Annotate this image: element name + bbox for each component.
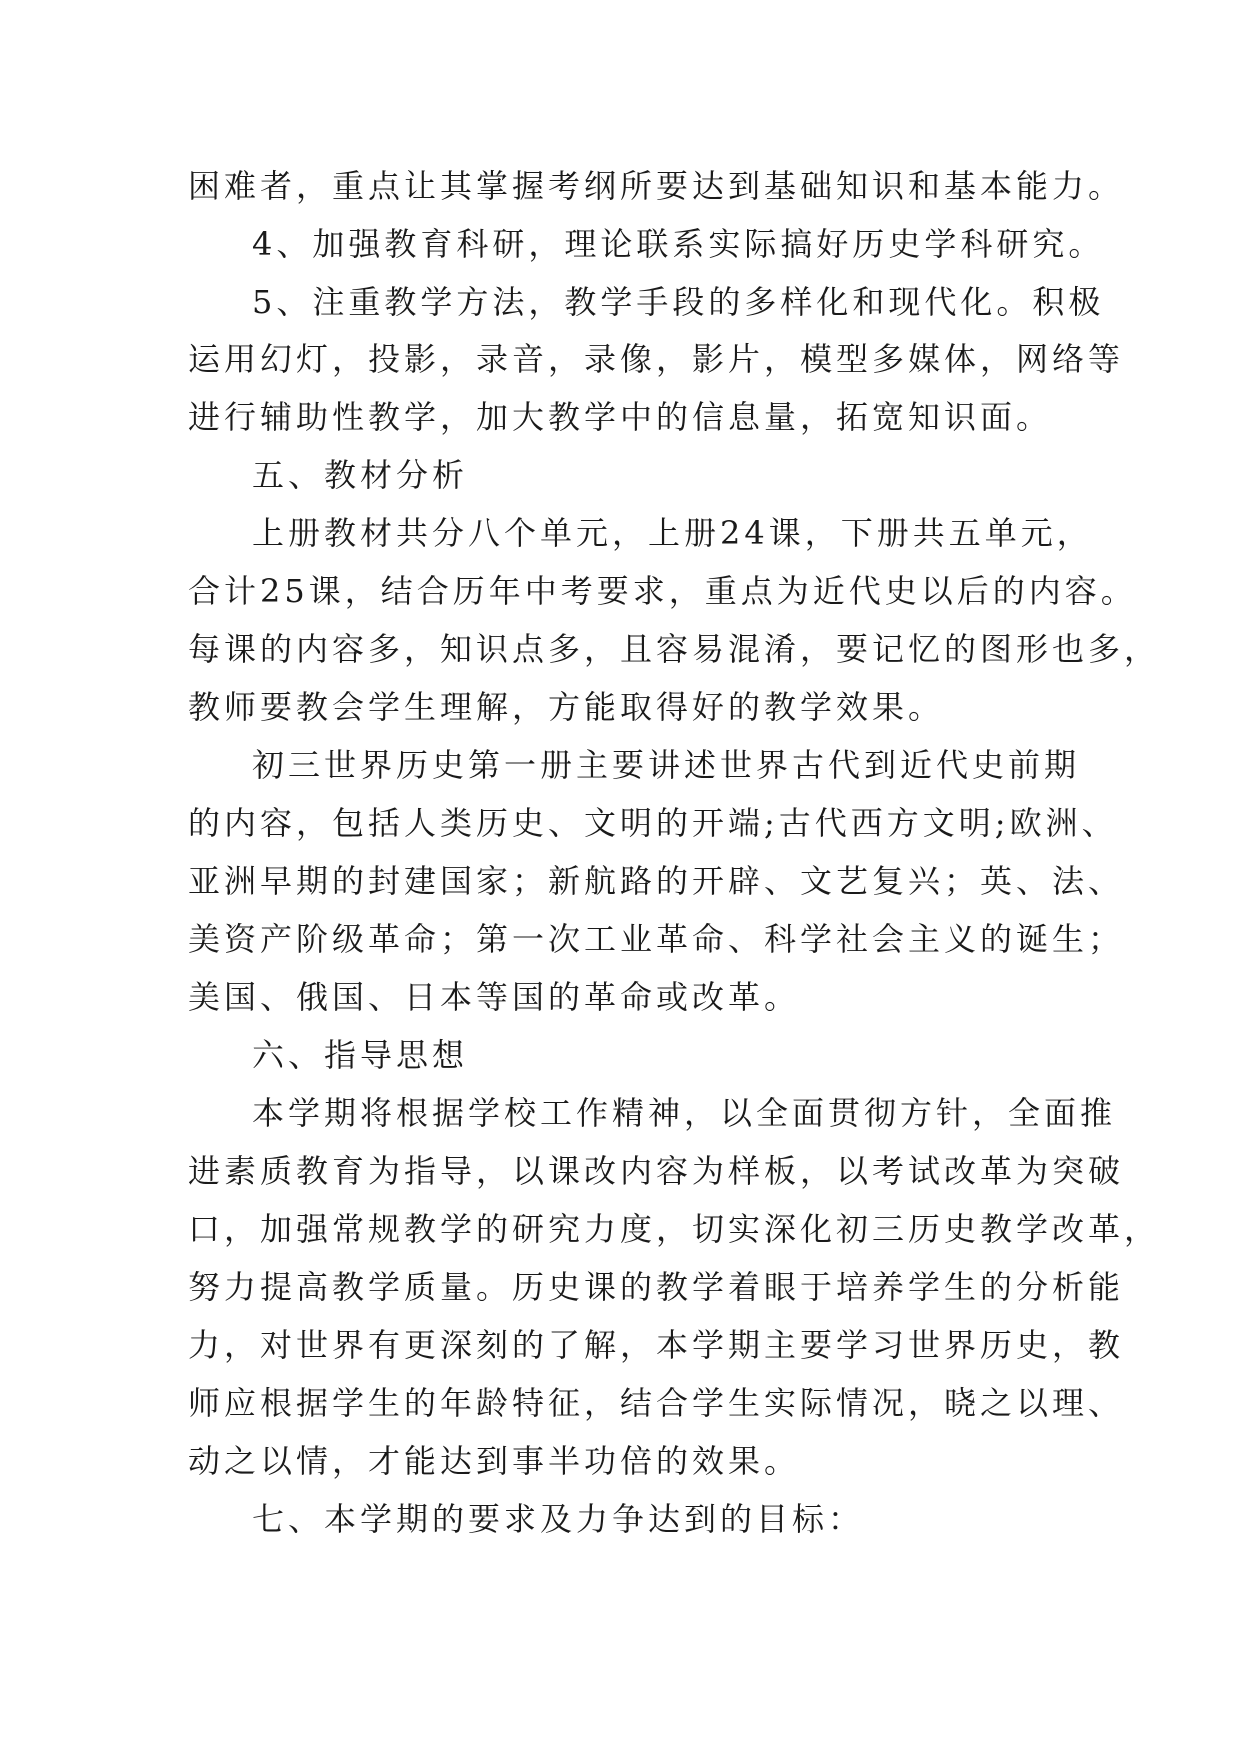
section-heading-5: 五、教材分析 [252,456,469,494]
body-text-line: 进素质教育为指导，以课改内容为样板，以考试改革为突破 [188,1152,1125,1190]
body-text-line: 师应根据学生的年龄特征，结合学生实际情况，晓之以理、 [188,1384,1125,1422]
body-text-line: 动之以情，才能达到事半功倍的效果。 [188,1442,801,1480]
body-text-line: 每课的内容多，知识点多，且容易混淆，要记忆的图形也多， [188,630,1161,668]
paragraph-start: 本学期将根据学校工作精神，以全面贯彻方针，全面推 [252,1094,1117,1132]
body-text-line: 运用幻灯，投影，录音，录像，影片，模型多媒体，网络等 [188,340,1125,378]
body-text-line: 努力提高教学质量。历史课的教学着眼于培养学生的分析能 [188,1268,1125,1306]
section-heading-7: 七、本学期的要求及力争达到的目标： [252,1500,865,1538]
body-text-line: 的内容，包括人类历史、文明的开端;古代西方文明;欧洲、 [188,804,1118,842]
list-item-5: 5、注重教学方法，教学手段的多样化和现代化。积极 [252,283,1105,321]
body-text-line: 合计25课，结合历年中考要求，重点为近代史以后的内容。 [188,572,1137,610]
body-text-line: 口，加强常规教学的研究力度，切实深化初三历史教学改革， [188,1210,1161,1248]
body-text-line: 力，对世界有更深刻的了解，本学期主要学习世界历史，教 [188,1326,1125,1364]
body-text-line: 美资产阶级革命；第一次工业革命、科学社会主义的诞生； [188,920,1125,958]
section-heading-6: 六、指导思想 [252,1036,469,1074]
body-text-line: 进行辅助性教学，加大教学中的信息量，拓宽知识面。 [188,398,1053,436]
body-text-line: 教师要教会学生理解，方能取得好的教学效果。 [188,688,945,726]
body-text-line: 困难者，重点让其掌握考纲所要达到基础知识和基本能力。 [188,167,1125,205]
paragraph-start: 初三世界历史第一册主要讲述世界古代到近代史前期 [252,746,1081,784]
list-item-4: 4、加强教育科研，理论联系实际搞好历史学科研究。 [252,225,1105,263]
body-text-line: 美国、俄国、日本等国的革命或改革。 [188,978,801,1016]
paragraph-start: 上册教材共分八个单元，上册24课，下册共五单元， [252,514,1093,552]
body-text-line: 亚洲早期的封建国家；新航路的开辟、文艺复兴；英、法、 [188,862,1125,900]
